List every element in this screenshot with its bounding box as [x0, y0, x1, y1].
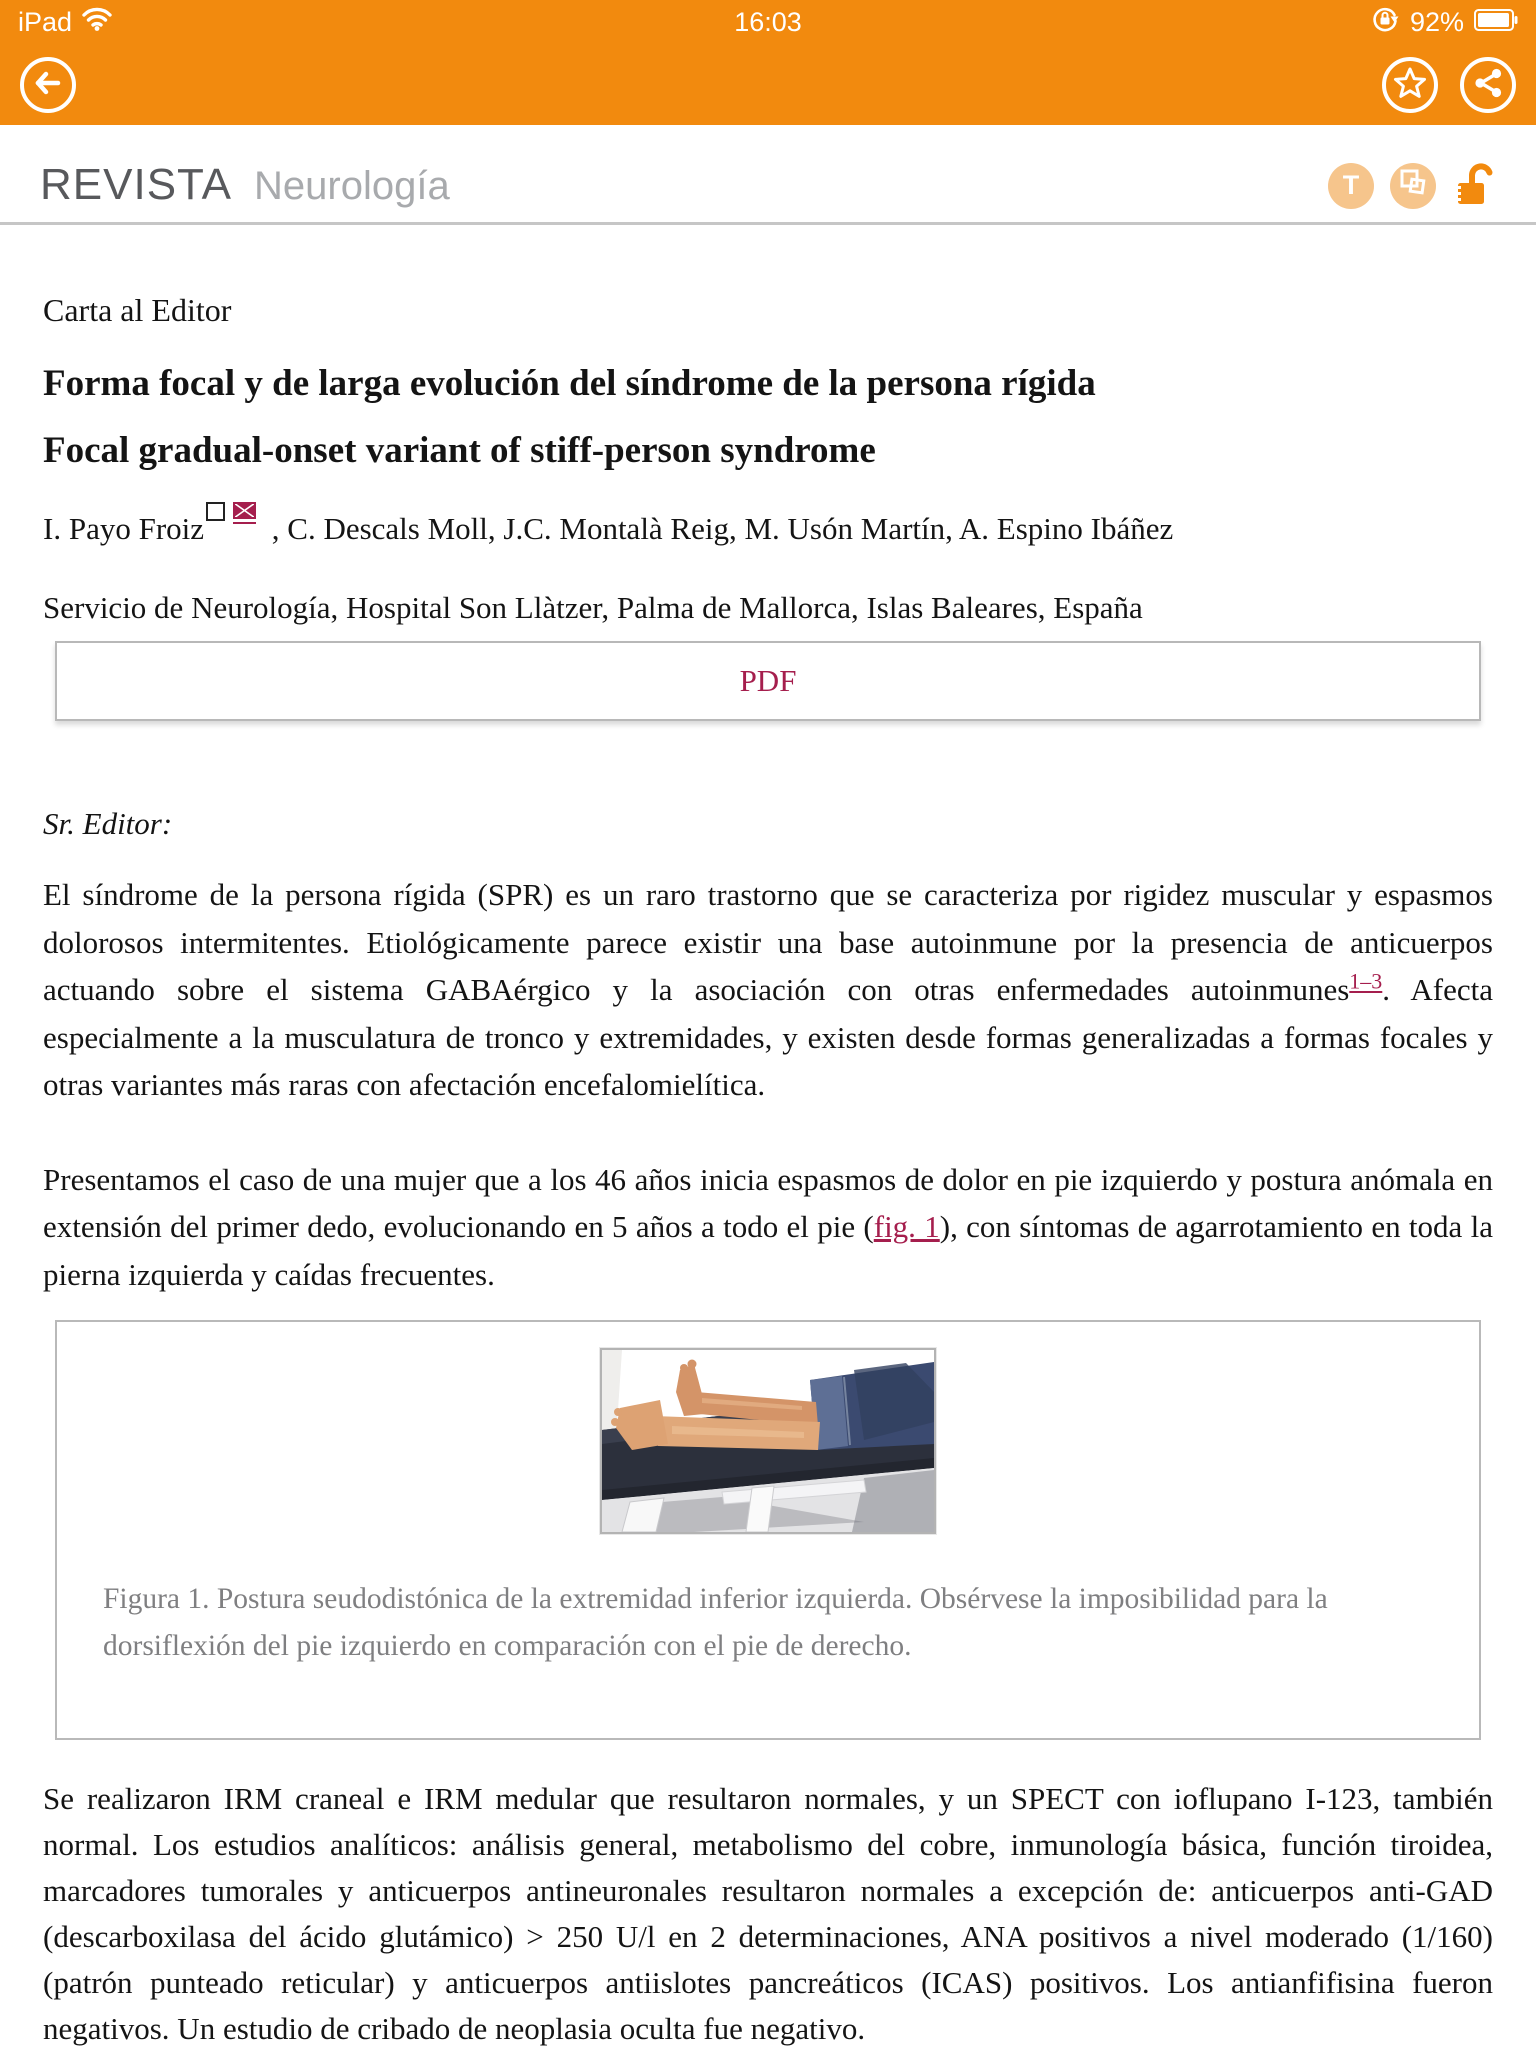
battery-percent: 92% [1409, 6, 1464, 37]
rotation-lock-icon [1370, 4, 1400, 41]
figure-1-container [55, 1320, 1481, 1740]
images-icon [1399, 168, 1427, 203]
header-toolbar [1328, 161, 1496, 210]
text-size-button[interactable] [1328, 163, 1374, 209]
paragraph-2 [43, 1156, 1493, 1299]
paragraph-2-text: Presentamos el caso de una mujer que a los 46 años inicia espasmos de dolor en pie izquierdo y postura anómala en extensión del primer dedo, evolucionando en 5 años a todo el pie ( [43, 1161, 1493, 1244]
corresponding-author-name: I. Payo Froiz [43, 511, 205, 546]
article-content [0, 289, 1536, 2048]
journal-brand [40, 160, 450, 210]
figure-1-photo[interactable] [600, 1348, 936, 1534]
authors-line [43, 502, 1493, 551]
paragraph-1 [43, 871, 1493, 1109]
pdf-label: PDF [739, 663, 797, 698]
article-section-label: Carta al Editor [43, 292, 232, 328]
salutation: Sr. Editor: [43, 806, 173, 841]
back-button[interactable] [20, 57, 76, 113]
article-title-spanish: Forma focal y de larga evolución del síndrome de la persona rígida [43, 363, 1096, 404]
paragraph-1-text: El síndrome de la persona rígida (SPR) es un raro trastorno que se caracteriza por rigidez muscular y espasmos dolorosos intermitentes. Etiológicamente parece existir una base autoinmune por la presencia de anticuerpos actuando sobre el sistema GABAérgico y la asociación con otras enfermedades autoinmunes [43, 877, 1493, 1007]
journal-header [0, 125, 1536, 225]
article-title-english: Focal gradual-onset variant of stiff-person syndrome [43, 430, 876, 471]
figures-button[interactable] [1390, 163, 1436, 209]
journal-name: Neurología [254, 164, 450, 208]
nav-bar [0, 44, 1536, 125]
star-icon [1392, 65, 1428, 104]
open-lock-icon [1452, 161, 1496, 210]
clock: 16:03 [734, 7, 802, 37]
affiliation: Servicio de Neurología, Hospital Son Llàtzer, Palma de Mallorca, Islas Baleares, España [43, 590, 1143, 625]
author-marks [206, 502, 256, 524]
pdf-button[interactable] [55, 641, 1481, 721]
brand-name: REVISTA [40, 160, 233, 209]
coauthors: , C. Descals Moll, J.C. Montalà Reig, M. Usón Martín, A. Espino Ibáñez [264, 511, 1174, 546]
paragraph-2-text-cont: ), con síntomas de agarrotamiento en toda la pierna izquierda y caídas frecuentes. [43, 1209, 1493, 1292]
back-arrow-icon [31, 66, 65, 103]
open-access-button[interactable] [1452, 161, 1496, 210]
figure-1-caption: Figura 1. Postura seudodistónica de la extremidad inferior izquierda. Obsérvese la imposibilidad para la dorsiflexión del pie izquierdo en comparación con el pie de derecho. [103, 1583, 1328, 1662]
text-size-icon: T [1342, 170, 1360, 200]
reference-link-1-3[interactable]: 1–3 [1349, 968, 1383, 994]
carrier-label: iPad [18, 6, 73, 37]
favorite-button[interactable] [1382, 57, 1438, 113]
paragraph-1-text-cont: . Afecta especialmente a la musculatura de tronco y extremidades, y existen desde formas generalizadas a formas focales y otras variantes más raras con afectación encefalomielítica. [43, 972, 1494, 1102]
app-top-bar [0, 0, 1536, 125]
battery-icon [1474, 7, 1518, 38]
share-icon [1471, 66, 1505, 103]
share-button[interactable] [1460, 57, 1516, 113]
status-right [1370, 4, 1518, 41]
corresponding-author-icon [206, 502, 225, 521]
paragraph-3: Se realizaron IRM craneal e IRM medular que resultaron normales, y un SPECT con ioflupano I-123, también normal. Los estudios analíticos: análisis general, metabolismo del cobre, inmunología básica, función tiroidea, marcadores tumorales y anticuerpos antineuronales resultaron normales a excepción de: anticuerpos anti-GAD (descarboxilasa del ácido glutámico) > 250 U/l en 2 determinaciones, ANA positivos a nivel moderado (1/160) (patrón punteado reticular) y anticuerpos antiislotes pancreáticos (ICAS) positivos. Los antianfifisina fueron negativos. Un estudio de cribado de neoplasia oculta fue negativo. [43, 1781, 1493, 2046]
email-icon[interactable] [233, 502, 256, 524]
nav-actions [1382, 57, 1516, 113]
figure-1-link[interactable]: fig. 1 [873, 1209, 940, 1244]
status-bar [0, 0, 1536, 44]
